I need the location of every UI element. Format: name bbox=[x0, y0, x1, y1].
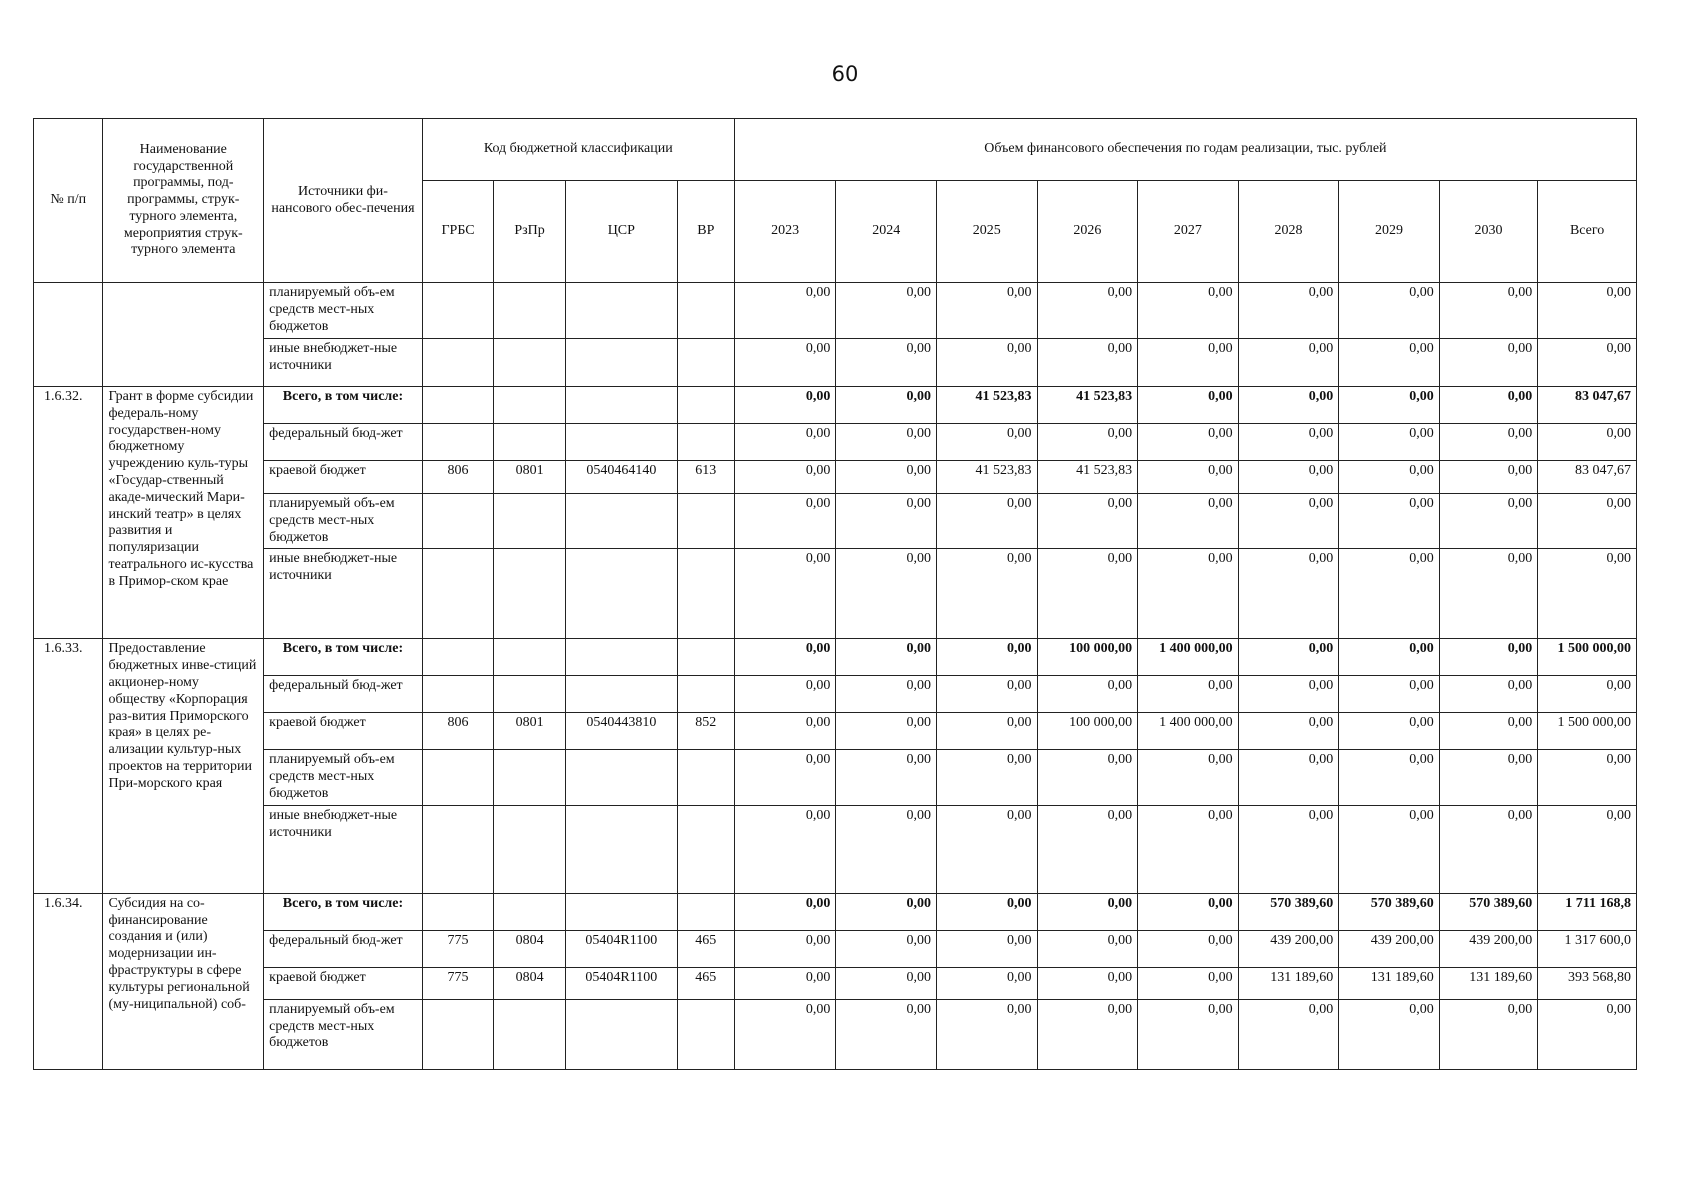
amount-cell: 0,00 bbox=[1238, 999, 1339, 1069]
amount-cell: 0,00 bbox=[1238, 676, 1339, 713]
amount-cell: 0,00 bbox=[1037, 283, 1138, 339]
table-row bbox=[34, 387, 1637, 424]
row-number bbox=[34, 283, 103, 387]
amount-cell: 0,00 bbox=[1138, 999, 1239, 1069]
amount-cell: 0,00 bbox=[1037, 494, 1138, 549]
amount-cell: 1 500 000,00 bbox=[1538, 639, 1637, 676]
budget-code-cell: 775 bbox=[422, 967, 494, 999]
table-row bbox=[34, 461, 1637, 494]
header-no: № п/п bbox=[34, 119, 103, 283]
funding-source: планируемый объ-ем средств мест-ных бюджетов bbox=[264, 283, 423, 339]
amount-cell: 0,00 bbox=[936, 639, 1037, 676]
budget-code-cell: 0540464140 bbox=[565, 461, 677, 494]
amount-cell: 0,00 bbox=[1238, 639, 1339, 676]
budget-code-cell bbox=[565, 387, 677, 424]
amount-cell: 131 189,60 bbox=[1439, 967, 1537, 999]
amount-cell: 0,00 bbox=[936, 713, 1037, 750]
amount-cell: 41 523,83 bbox=[936, 387, 1037, 424]
amount-cell: 0,00 bbox=[1138, 549, 1239, 639]
funding-source: иные внебюджет-ные источники bbox=[264, 805, 423, 893]
activity-name: Грант в форме субсидии федераль-ному государствен-ному бюджетному учреждению куль-туры «Государ-ственный акаде-мический Мари-инский театр» в целях развития и популяризации театрального ис-кусства в Примор-ском крае bbox=[103, 387, 264, 639]
budget-code-cell bbox=[565, 805, 677, 893]
funding-source: Всего, в том числе: bbox=[264, 387, 423, 424]
amount-cell: 0,00 bbox=[1538, 750, 1637, 805]
amount-cell: 41 523,83 bbox=[1037, 387, 1138, 424]
header-year-4: 2027 bbox=[1138, 181, 1239, 283]
amount-cell: 83 047,67 bbox=[1538, 461, 1637, 494]
amount-cell: 0,00 bbox=[1138, 750, 1239, 805]
amount-cell: 1 711 168,8 bbox=[1538, 893, 1637, 930]
table-row bbox=[34, 424, 1637, 461]
budget-code-cell bbox=[422, 676, 494, 713]
amount-cell: 1 400 000,00 bbox=[1138, 713, 1239, 750]
header-year-7: 2030 bbox=[1439, 181, 1537, 283]
amount-cell: 0,00 bbox=[936, 999, 1037, 1069]
budget-code-cell bbox=[565, 424, 677, 461]
amount-cell: 0,00 bbox=[836, 805, 937, 893]
budget-code-cell bbox=[422, 339, 494, 387]
budget-code-cell bbox=[494, 893, 566, 930]
header-years-group: Объем финансового обеспечения по годам реализации, тыс. рублей bbox=[734, 119, 1636, 181]
amount-cell: 0,00 bbox=[1037, 424, 1138, 461]
amount-cell: 0,00 bbox=[1538, 424, 1637, 461]
funding-source: планируемый объ-ем средств мест-ных бюджетов bbox=[264, 750, 423, 805]
amount-cell: 0,00 bbox=[1439, 461, 1537, 494]
amount-cell: 0,00 bbox=[734, 387, 836, 424]
amount-cell: 0,00 bbox=[1339, 424, 1440, 461]
amount-cell: 131 189,60 bbox=[1238, 967, 1339, 999]
amount-cell: 0,00 bbox=[1339, 639, 1440, 676]
budget-code-cell bbox=[422, 424, 494, 461]
amount-cell: 0,00 bbox=[1339, 494, 1440, 549]
budget-code-cell bbox=[677, 999, 734, 1069]
amount-cell: 439 200,00 bbox=[1439, 930, 1537, 967]
budget-code-cell bbox=[494, 999, 566, 1069]
amount-cell: 0,00 bbox=[1138, 893, 1239, 930]
amount-cell: 0,00 bbox=[836, 676, 937, 713]
amount-cell: 0,00 bbox=[936, 549, 1037, 639]
amount-cell: 0,00 bbox=[734, 639, 836, 676]
amount-cell: 0,00 bbox=[734, 930, 836, 967]
amount-cell: 393 568,80 bbox=[1538, 967, 1637, 999]
table-row bbox=[34, 549, 1637, 639]
amount-cell: 0,00 bbox=[1538, 999, 1637, 1069]
amount-cell: 0,00 bbox=[1538, 805, 1637, 893]
amount-cell: 0,00 bbox=[836, 549, 937, 639]
header-year-3: 2026 bbox=[1037, 181, 1138, 283]
amount-cell: 0,00 bbox=[1037, 893, 1138, 930]
budget-code-cell: 806 bbox=[422, 713, 494, 750]
amount-cell: 0,00 bbox=[734, 713, 836, 750]
budget-code-cell: 852 bbox=[677, 713, 734, 750]
amount-cell: 0,00 bbox=[1439, 999, 1537, 1069]
amount-cell: 0,00 bbox=[1138, 676, 1239, 713]
budget-table bbox=[33, 118, 1637, 1070]
budget-code-cell: 0804 bbox=[494, 930, 566, 967]
amount-cell: 0,00 bbox=[1138, 339, 1239, 387]
budget-code-cell: 775 bbox=[422, 930, 494, 967]
amount-cell: 0,00 bbox=[1439, 387, 1537, 424]
budget-code-cell bbox=[494, 424, 566, 461]
amount-cell: 0,00 bbox=[1138, 805, 1239, 893]
amount-cell: 0,00 bbox=[1439, 339, 1537, 387]
amount-cell: 0,00 bbox=[1339, 549, 1440, 639]
budget-code-cell bbox=[422, 999, 494, 1069]
amount-cell: 41 523,83 bbox=[936, 461, 1037, 494]
budget-code-cell: 806 bbox=[422, 461, 494, 494]
amount-cell: 0,00 bbox=[1538, 283, 1637, 339]
table-row bbox=[34, 713, 1637, 750]
budget-code-cell: 613 bbox=[677, 461, 734, 494]
amount-cell: 570 389,60 bbox=[1238, 893, 1339, 930]
amount-cell: 0,00 bbox=[1238, 805, 1339, 893]
amount-cell: 0,00 bbox=[1037, 930, 1138, 967]
table-row bbox=[34, 676, 1637, 713]
activity-name: Предоставление бюджетных инве-стиций акционер-ному обществу «Корпорация раз-вития Приморского края» в целях ре-ализации культур-ных проектов на территории При-морского края bbox=[103, 639, 264, 893]
amount-cell: 0,00 bbox=[1037, 805, 1138, 893]
budget-code-cell bbox=[565, 549, 677, 639]
funding-source: краевой бюджет bbox=[264, 461, 423, 494]
amount-cell: 0,00 bbox=[734, 461, 836, 494]
amount-cell: 0,00 bbox=[734, 339, 836, 387]
header-year-2: 2025 bbox=[936, 181, 1037, 283]
amount-cell: 0,00 bbox=[836, 930, 937, 967]
amount-cell: 0,00 bbox=[836, 750, 937, 805]
funding-source: иные внебюджет-ные источники bbox=[264, 549, 423, 639]
amount-cell: 0,00 bbox=[734, 424, 836, 461]
funding-source: планируемый объ-ем средств мест-ных бюджетов bbox=[264, 494, 423, 549]
amount-cell: 1 400 000,00 bbox=[1138, 639, 1239, 676]
budget-code-cell: 465 bbox=[677, 930, 734, 967]
amount-cell: 0,00 bbox=[1439, 494, 1537, 549]
budget-code-cell bbox=[422, 805, 494, 893]
budget-code-cell bbox=[494, 494, 566, 549]
table-row bbox=[34, 494, 1637, 549]
header-code-2: ЦСР bbox=[565, 181, 677, 283]
amount-cell: 0,00 bbox=[1339, 999, 1440, 1069]
budget-code-cell bbox=[565, 999, 677, 1069]
budget-code-cell bbox=[422, 639, 494, 676]
amount-cell: 131 189,60 bbox=[1339, 967, 1440, 999]
funding-source: планируемый объ-ем средств мест-ных бюджетов bbox=[264, 999, 423, 1069]
amount-cell: 0,00 bbox=[836, 494, 937, 549]
amount-cell: 0,00 bbox=[1138, 930, 1239, 967]
budget-code-cell: 05404R1100 bbox=[565, 930, 677, 967]
table-row bbox=[34, 999, 1637, 1069]
budget-code-cell bbox=[677, 549, 734, 639]
header-source: Источники фи-нансового обес-печения bbox=[264, 119, 423, 283]
amount-cell: 0,00 bbox=[1538, 549, 1637, 639]
budget-code-cell: 05404R1100 bbox=[565, 967, 677, 999]
amount-cell: 0,00 bbox=[1339, 750, 1440, 805]
amount-cell: 0,00 bbox=[936, 283, 1037, 339]
funding-source: федеральный бюд-жет bbox=[264, 424, 423, 461]
funding-source: краевой бюджет bbox=[264, 967, 423, 999]
header-code-0: ГРБС bbox=[422, 181, 494, 283]
funding-source: Всего, в том числе: bbox=[264, 893, 423, 930]
budget-code-cell bbox=[422, 387, 494, 424]
budget-code-cell bbox=[422, 494, 494, 549]
amount-cell: 0,00 bbox=[1339, 676, 1440, 713]
funding-source: Всего, в том числе: bbox=[264, 639, 423, 676]
amount-cell: 0,00 bbox=[1538, 494, 1637, 549]
funding-source: краевой бюджет bbox=[264, 713, 423, 750]
amount-cell: 0,00 bbox=[936, 750, 1037, 805]
budget-code-cell bbox=[422, 893, 494, 930]
amount-cell: 0,00 bbox=[836, 339, 937, 387]
amount-cell: 0,00 bbox=[734, 549, 836, 639]
amount-cell: 0,00 bbox=[936, 494, 1037, 549]
amount-cell: 570 389,60 bbox=[1439, 893, 1537, 930]
budget-code-cell: 465 bbox=[677, 967, 734, 999]
amount-cell: 83 047,67 bbox=[1538, 387, 1637, 424]
amount-cell: 0,00 bbox=[734, 893, 836, 930]
header-year-5: 2028 bbox=[1238, 181, 1339, 283]
budget-code-cell bbox=[677, 805, 734, 893]
amount-cell: 0,00 bbox=[1037, 750, 1138, 805]
header-name: Наименование государственной программы, под-программы, струк-турного элемента, мероприятия струк-турного элемента bbox=[103, 119, 264, 283]
header-code-3: ВР bbox=[677, 181, 734, 283]
amount-cell: 0,00 bbox=[1439, 676, 1537, 713]
amount-cell: 0,00 bbox=[1238, 750, 1339, 805]
amount-cell: 0,00 bbox=[1538, 339, 1637, 387]
amount-cell: 0,00 bbox=[1439, 283, 1537, 339]
budget-code-cell bbox=[494, 676, 566, 713]
amount-cell: 0,00 bbox=[1439, 713, 1537, 750]
amount-cell: 0,00 bbox=[836, 461, 937, 494]
amount-cell: 0,00 bbox=[836, 713, 937, 750]
funding-source: федеральный бюд-жет bbox=[264, 676, 423, 713]
funding-source: иные внебюджет-ные источники bbox=[264, 339, 423, 387]
amount-cell: 0,00 bbox=[1238, 283, 1339, 339]
amount-cell: 439 200,00 bbox=[1339, 930, 1440, 967]
budget-code-cell bbox=[677, 750, 734, 805]
budget-code-cell bbox=[677, 639, 734, 676]
amount-cell: 0,00 bbox=[836, 967, 937, 999]
amount-cell: 0,00 bbox=[734, 999, 836, 1069]
amount-cell: 0,00 bbox=[734, 967, 836, 999]
budget-code-cell bbox=[494, 750, 566, 805]
amount-cell: 0,00 bbox=[1037, 549, 1138, 639]
budget-code-cell bbox=[565, 893, 677, 930]
amount-cell: 0,00 bbox=[1339, 805, 1440, 893]
budget-code-cell bbox=[494, 549, 566, 639]
budget-code-cell bbox=[422, 549, 494, 639]
amount-cell: 0,00 bbox=[1339, 387, 1440, 424]
header-code-1: РзПр bbox=[494, 181, 566, 283]
amount-cell: 0,00 bbox=[1238, 339, 1339, 387]
budget-code-cell: 0801 bbox=[494, 713, 566, 750]
amount-cell: 0,00 bbox=[1037, 676, 1138, 713]
amount-cell: 0,00 bbox=[734, 283, 836, 339]
budget-code-cell: 0804 bbox=[494, 967, 566, 999]
table-row bbox=[34, 750, 1637, 805]
amount-cell: 0,00 bbox=[1238, 549, 1339, 639]
budget-code-cell bbox=[677, 893, 734, 930]
row-number: 1.6.32. bbox=[34, 387, 103, 639]
amount-cell: 0,00 bbox=[1238, 713, 1339, 750]
header-code-group: Код бюджетной классификации bbox=[422, 119, 734, 181]
amount-cell: 100 000,00 bbox=[1037, 639, 1138, 676]
amount-cell: 0,00 bbox=[936, 805, 1037, 893]
amount-cell: 0,00 bbox=[1238, 424, 1339, 461]
amount-cell: 0,00 bbox=[1238, 461, 1339, 494]
budget-code-cell bbox=[422, 283, 494, 339]
amount-cell: 0,00 bbox=[1138, 387, 1239, 424]
amount-cell: 0,00 bbox=[936, 967, 1037, 999]
amount-cell: 0,00 bbox=[1037, 967, 1138, 999]
amount-cell: 0,00 bbox=[1339, 713, 1440, 750]
budget-code-cell bbox=[565, 639, 677, 676]
amount-cell: 0,00 bbox=[836, 387, 937, 424]
page-number: 60 bbox=[831, 62, 859, 86]
activity-name bbox=[103, 283, 264, 387]
budget-code-cell bbox=[677, 283, 734, 339]
amount-cell: 0,00 bbox=[1238, 387, 1339, 424]
budget-code-cell bbox=[677, 387, 734, 424]
budget-code-cell bbox=[494, 639, 566, 676]
budget-code-cell bbox=[494, 339, 566, 387]
amount-cell: 0,00 bbox=[836, 999, 937, 1069]
amount-cell: 0,00 bbox=[1339, 461, 1440, 494]
budget-code-cell bbox=[494, 387, 566, 424]
amount-cell: 0,00 bbox=[1138, 283, 1239, 339]
amount-cell: 0,00 bbox=[734, 805, 836, 893]
amount-cell: 0,00 bbox=[936, 339, 1037, 387]
amount-cell: 0,00 bbox=[1138, 424, 1239, 461]
budget-code-cell bbox=[494, 805, 566, 893]
table-row bbox=[34, 893, 1637, 930]
budget-code-cell bbox=[565, 676, 677, 713]
row-number: 1.6.33. bbox=[34, 639, 103, 893]
amount-cell: 0,00 bbox=[936, 424, 1037, 461]
amount-cell: 0,00 bbox=[1339, 339, 1440, 387]
table-row bbox=[34, 805, 1637, 893]
budget-code-cell bbox=[677, 339, 734, 387]
amount-cell: 0,00 bbox=[1138, 967, 1239, 999]
table-row bbox=[34, 283, 1637, 339]
amount-cell: 0,00 bbox=[1037, 999, 1138, 1069]
amount-cell: 100 000,00 bbox=[1037, 713, 1138, 750]
amount-cell: 0,00 bbox=[1439, 805, 1537, 893]
header-year-6: 2029 bbox=[1339, 181, 1440, 283]
amount-cell: 0,00 bbox=[1037, 339, 1138, 387]
amount-cell: 0,00 bbox=[836, 639, 937, 676]
amount-cell: 439 200,00 bbox=[1238, 930, 1339, 967]
amount-cell: 0,00 bbox=[836, 283, 937, 339]
table-row bbox=[34, 639, 1637, 676]
amount-cell: 41 523,83 bbox=[1037, 461, 1138, 494]
amount-cell: 0,00 bbox=[936, 676, 1037, 713]
amount-cell: 0,00 bbox=[1439, 639, 1537, 676]
amount-cell: 0,00 bbox=[1439, 750, 1537, 805]
budget-code-cell bbox=[565, 494, 677, 549]
table-row bbox=[34, 930, 1637, 967]
amount-cell: 1 500 000,00 bbox=[1538, 713, 1637, 750]
amount-cell: 0,00 bbox=[1339, 283, 1440, 339]
funding-source: федеральный бюд-жет bbox=[264, 930, 423, 967]
budget-code-cell bbox=[422, 750, 494, 805]
budget-code-cell: 0540443810 bbox=[565, 713, 677, 750]
amount-cell: 0,00 bbox=[1538, 676, 1637, 713]
amount-cell: 0,00 bbox=[1138, 494, 1239, 549]
budget-code-cell: 0801 bbox=[494, 461, 566, 494]
amount-cell: 0,00 bbox=[836, 893, 937, 930]
amount-cell: 0,00 bbox=[836, 424, 937, 461]
budget-code-cell bbox=[565, 750, 677, 805]
table-row bbox=[34, 339, 1637, 387]
header-year-0: 2023 bbox=[734, 181, 836, 283]
header-year-1: 2024 bbox=[836, 181, 937, 283]
amount-cell: 0,00 bbox=[936, 893, 1037, 930]
budget-code-cell bbox=[677, 424, 734, 461]
amount-cell: 1 317 600,0 bbox=[1538, 930, 1637, 967]
amount-cell: 0,00 bbox=[1238, 494, 1339, 549]
table-row bbox=[34, 967, 1637, 999]
budget-code-cell bbox=[565, 283, 677, 339]
amount-cell: 0,00 bbox=[734, 750, 836, 805]
amount-cell: 570 389,60 bbox=[1339, 893, 1440, 930]
budget-code-cell bbox=[565, 339, 677, 387]
amount-cell: 0,00 bbox=[1138, 461, 1239, 494]
activity-name: Субсидия на со-финансирование создания и (или) модернизации ин-фраструктуры в сфере культуры региональной (му-ниципальной) соб- bbox=[103, 893, 264, 1069]
amount-cell: 0,00 bbox=[734, 676, 836, 713]
budget-code-cell bbox=[677, 676, 734, 713]
amount-cell: 0,00 bbox=[1439, 549, 1537, 639]
budget-code-cell bbox=[494, 283, 566, 339]
amount-cell: 0,00 bbox=[734, 494, 836, 549]
row-number: 1.6.34. bbox=[34, 893, 103, 1069]
amount-cell: 0,00 bbox=[936, 930, 1037, 967]
budget-code-cell bbox=[677, 494, 734, 549]
amount-cell: 0,00 bbox=[1439, 424, 1537, 461]
header-year-8: Всего bbox=[1538, 181, 1637, 283]
